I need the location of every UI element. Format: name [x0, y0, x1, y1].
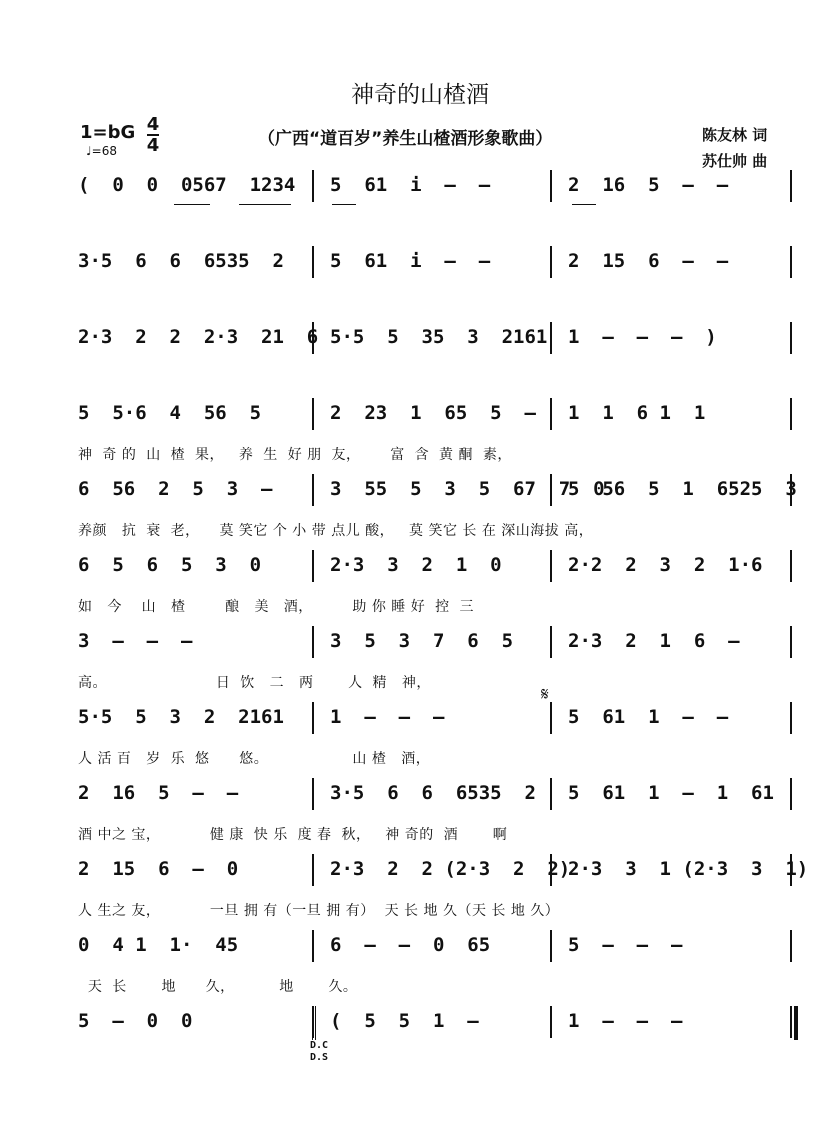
- measure: 2 16 5 – –: [78, 782, 239, 804]
- measure: 2·2 2 3 2 1·6: [568, 554, 763, 576]
- barline: [790, 474, 792, 506]
- measure: 5 – – –: [568, 934, 683, 956]
- barline: [550, 626, 552, 658]
- notes-line: [78, 172, 798, 206]
- barline: [550, 398, 552, 430]
- final-barline: [794, 1006, 798, 1040]
- tempo-marking: ♩=68: [86, 144, 117, 158]
- barline: [312, 626, 314, 658]
- measure: 6 56 2 5 3 –: [78, 478, 273, 500]
- barline: [790, 170, 792, 202]
- barline: [550, 322, 552, 354]
- barline: [312, 550, 314, 582]
- time-signature: [146, 116, 160, 154]
- barline: [790, 398, 792, 430]
- measure: 5 61 i – –: [330, 250, 491, 272]
- barline: [550, 854, 552, 886]
- barline: [312, 474, 314, 506]
- measure: 1 – – – ): [568, 326, 717, 348]
- ds-mark: D.S: [310, 1052, 329, 1063]
- barline: [790, 550, 792, 582]
- measure: 6 – – 0 65: [330, 934, 491, 956]
- measure: 2 23 1 65 5 –: [330, 402, 536, 424]
- notes-line: [78, 856, 809, 890]
- barline: [790, 854, 792, 886]
- measure: 2 15 6 – 0: [78, 858, 239, 880]
- notes-line: [78, 628, 798, 662]
- barline: [550, 246, 552, 278]
- measure: 3·5 6 6 6535 2: [78, 250, 284, 272]
- barline: [790, 930, 792, 962]
- notes-line: [78, 704, 798, 738]
- lyricist-credit: 陈友林 词: [702, 126, 768, 144]
- notes-line: [78, 248, 798, 282]
- measure: 2·3 2 2 2·3 21 6: [78, 326, 319, 348]
- lyrics-line: 神 奇 的 山 楂 果， 养 生 好 朋 友， 富 含 黄 酮 素，: [78, 447, 512, 463]
- beam-line: [572, 204, 596, 205]
- barline: [550, 702, 552, 734]
- measure: 2 15 6 – –: [568, 250, 729, 272]
- measure: 1 – – –: [568, 1010, 683, 1032]
- measure: 5 61 1 – –: [568, 706, 729, 728]
- measure: 6 5 6 5 3 0: [78, 554, 262, 576]
- time-signature-top: 4: [146, 114, 160, 135]
- barline: [790, 246, 792, 278]
- notes-line: [78, 780, 798, 814]
- measure: 5 – 0 0: [78, 1010, 193, 1032]
- song-subtitle: （广西“道百岁”养生山楂酒形象歌曲）: [258, 129, 553, 149]
- measure: 0 4 1 1· 45: [78, 934, 239, 956]
- measure: 5·5 5 3 2 2161: [78, 706, 284, 728]
- measure: 5 5·6 4 56 5: [78, 402, 262, 424]
- notes-line: [78, 476, 798, 510]
- measure: 2 16 5 – –: [568, 174, 729, 196]
- barline: [312, 702, 314, 734]
- measure: 2·3 2 1 6 –: [568, 630, 740, 652]
- lyrics-line: 天 长 地 久， 地 久。: [78, 979, 358, 995]
- lyrics-line: 人 活 百 岁 乐 悠 悠。 山 楂 酒，: [78, 751, 431, 767]
- notes-line: [78, 400, 798, 434]
- barline: [312, 170, 314, 202]
- barline: [312, 246, 314, 278]
- beam-line: [239, 204, 291, 205]
- measure: ( 0 0 0567 1234: [78, 174, 296, 196]
- barline: [790, 626, 792, 658]
- lyrics-line: 人 生之 友， 一旦 拥 有（一旦 拥 有） 天 长 地 久（天 长 地 久）: [78, 903, 560, 919]
- repeat-marks: [310, 1040, 328, 1064]
- notes-line: [78, 552, 798, 586]
- barline: [550, 474, 552, 506]
- measure: 2·3 3 2 1 0: [330, 554, 502, 576]
- time-signature-bottom: 4: [146, 135, 160, 156]
- composer-credit: 苏仕帅 曲: [702, 152, 768, 170]
- double-barline: [312, 1006, 316, 1040]
- measure: 1 1 6 1 1: [568, 402, 706, 424]
- notes-line: [78, 1008, 798, 1042]
- barline: [790, 1006, 792, 1038]
- measure: 3 – – –: [78, 630, 193, 652]
- measure: 3·5 6 6 6535 2: [330, 782, 536, 804]
- measure: 5 61 1 – 1 61: [568, 782, 774, 804]
- barline: [312, 854, 314, 886]
- lyrics-line: 高。 日 饮 二 两 人 精 神，: [78, 675, 431, 691]
- barline: [312, 322, 314, 354]
- notes-line: [78, 932, 798, 966]
- lyrics-line: 养颜 抗 衰 老， 莫 笑它 个 小 带 点儿 酸， 莫 笑它 长 在 深山海拔 高，: [78, 523, 594, 539]
- beam-line: [332, 204, 356, 205]
- song-title: 神奇的山楂酒: [351, 82, 489, 108]
- measure: 1 – – –: [330, 706, 445, 728]
- dc-mark: D.C: [310, 1040, 329, 1051]
- barline: [550, 1006, 552, 1038]
- measure: ( 5 5 1 –: [330, 1010, 479, 1032]
- lyrics-line: 酒 中之 宝， 健 康 快 乐 度 春 秋， 神 奇的 酒 啊: [78, 827, 508, 843]
- barline: [790, 778, 792, 810]
- barline: [790, 702, 792, 734]
- notes-line: [78, 324, 798, 358]
- measure: 5 61 i – –: [330, 174, 491, 196]
- lyrics-line: 如 今 山 楂 酿 美 酒， 助 你 睡 好 控 三: [78, 599, 475, 615]
- barline: [790, 322, 792, 354]
- measure: 5 56 5 1 6525 3: [568, 478, 797, 500]
- barline: [312, 778, 314, 810]
- measure: 2·3 2 2 (2·3 2 2): [330, 858, 571, 880]
- measure: 2·3 3 1 (2·3 3 1): [568, 858, 809, 880]
- segno-mark: 𝄋: [541, 684, 549, 705]
- barline: [550, 550, 552, 582]
- beam-line: [174, 204, 210, 205]
- measure: 3 55 5 3 5 67 7 0: [330, 478, 605, 500]
- barline: [550, 930, 552, 962]
- measure: 3 5 3 7 6 5: [330, 630, 514, 652]
- barline: [312, 930, 314, 962]
- barline: [550, 170, 552, 202]
- key-signature: 1=bG: [80, 122, 136, 143]
- measure: 5·5 5 35 3 2161: [330, 326, 548, 348]
- barline: [312, 398, 314, 430]
- barline: [550, 778, 552, 810]
